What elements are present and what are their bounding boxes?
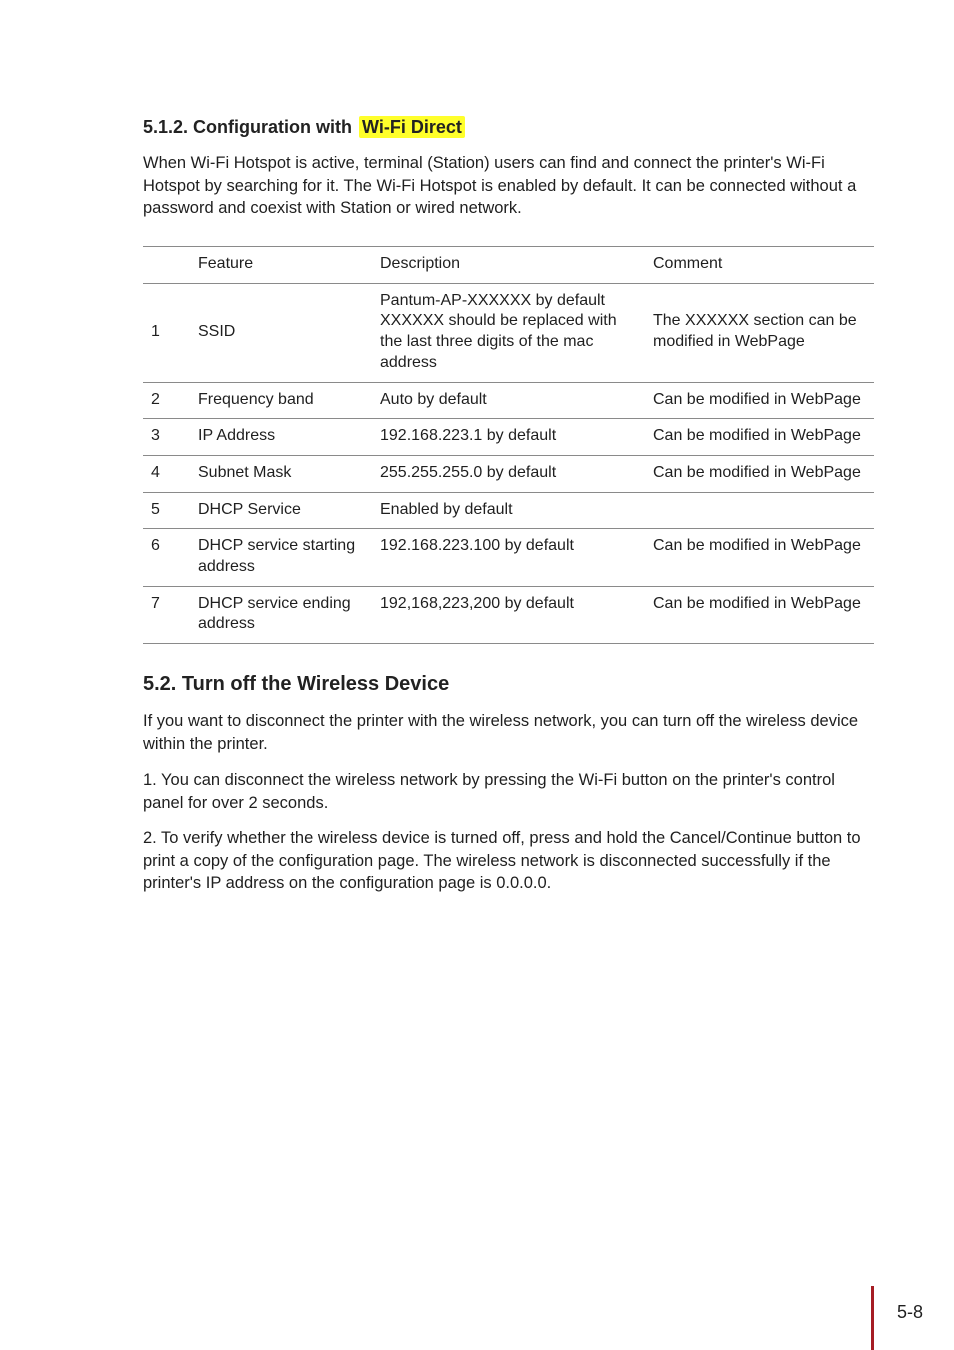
cell-index: 1 <box>143 283 192 382</box>
cell-index: 7 <box>143 586 192 643</box>
table-row <box>143 586 874 643</box>
table-row <box>143 419 874 456</box>
section-heading-config-wifi-direct <box>143 113 465 141</box>
cell-index: 4 <box>143 455 192 492</box>
table-header-row <box>143 247 874 284</box>
highlighted-term: Wi-Fi Direct <box>359 116 465 138</box>
cell-comment: Can be modified in WebPage <box>647 382 874 419</box>
page-number-divider <box>871 1286 874 1350</box>
cell-feature: Frequency band <box>192 382 374 419</box>
table-row <box>143 455 874 492</box>
table-row <box>143 382 874 419</box>
page-number: 5-8 <box>897 1302 924 1322</box>
cell-index: 6 <box>143 529 192 586</box>
cell-description: Pantum-AP-XXXXXX by default XXXXXX should be replaced with the last three digits of the mac address <box>374 283 647 382</box>
wifi-hotspot-feature-table <box>143 246 874 644</box>
header-cell-feature: Feature <box>192 247 374 284</box>
cell-feature: DHCP service starting address <box>192 529 374 586</box>
paragraph-step-2: 2. To verify whether the wireless device is turned off, press and hold the Cancel/Continue button to print a copy of the configuration page. The wireless network is disconnected successfully if the printer's IP address on the configuration page is 0.0.0.0. <box>143 829 861 892</box>
cell-description: Enabled by default <box>374 492 647 529</box>
cell-index: 2 <box>143 382 192 419</box>
paragraph-disconnect-intro: If you want to disconnect the printer with the wireless network, you can turn off the wireless device within the printer. <box>143 712 859 753</box>
cell-feature: Subnet Mask <box>192 455 374 492</box>
cell-index: 3 <box>143 419 192 456</box>
header-cell-description: Description <box>374 247 647 284</box>
cell-feature: IP Address <box>192 419 374 456</box>
cell-comment: Can be modified in WebPage <box>647 455 874 492</box>
cell-description: Auto by default <box>374 382 647 419</box>
cell-comment: Can be modified in WebPage <box>647 419 874 456</box>
intro-paragraph: When Wi-Fi Hotspot is active, terminal (Station) users can find and connect the printer's Wi-Fi Hotspot by searching for it. The Wi-Fi Hotspot is enabled by default. It can be connected without a password and coexist with Station or wired network. <box>143 154 857 217</box>
header-cell-comment: Comment <box>647 247 874 284</box>
cell-description: 192,168,223,200 by default <box>374 586 647 643</box>
table-row <box>143 283 874 382</box>
table-row <box>143 529 874 586</box>
cell-feature: DHCP service ending address <box>192 586 374 643</box>
cell-comment: The XXXXXX section can be modified in WebPage <box>647 283 874 382</box>
cell-description: 192.168.223.100 by default <box>374 529 647 586</box>
cell-description: 192.168.223.1 by default <box>374 419 647 456</box>
section-heading-turn-off-wireless: 5.2. Turn off the Wireless Device <box>143 673 450 695</box>
heading-text: 5.1.2. Configuration with <box>143 117 353 137</box>
paragraph-step-1: 1. You can disconnect the wireless network by pressing the Wi-Fi button on the printer's control panel for over 2 seconds. <box>143 771 835 812</box>
cell-comment: Can be modified in WebPage <box>647 529 874 586</box>
cell-feature: DHCP Service <box>192 492 374 529</box>
cell-feature: SSID <box>192 283 374 382</box>
cell-comment <box>647 492 874 529</box>
cell-comment: Can be modified in WebPage <box>647 586 874 643</box>
table-row <box>143 492 874 529</box>
cell-description: 255.255.255.0 by default <box>374 455 647 492</box>
cell-index: 5 <box>143 492 192 529</box>
header-cell-index <box>143 247 192 284</box>
